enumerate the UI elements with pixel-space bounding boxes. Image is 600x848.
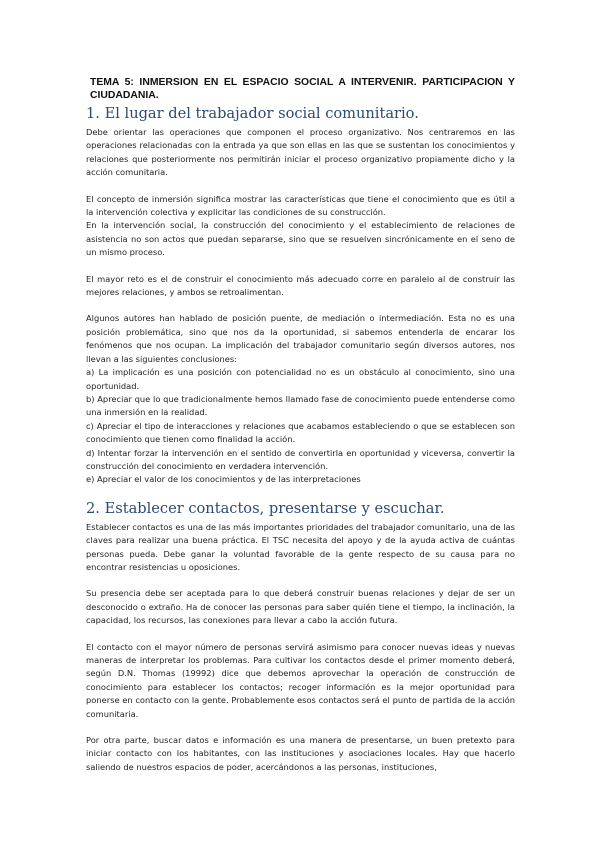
paragraph: El concepto de inmersión significa mostrar las características que tiene el conocimiento que es útil a la intervención colectiva y explicitar las condiciones de su construcción. <box>86 193 515 218</box>
paragraph: Algunos autores han hablado de posición puente, de mediación o intermediación. Esta no es una posición problemática, sino que nos da la oportunidad, si sabemos entenderla de encarar los fenómenos que nos ocupan. La implicación del trabajador comunitario según diversos autores, nos llevan a las siguientes conclusiones: <box>86 313 515 364</box>
paragraph: El contacto con el mayor número de personas servirá asimismo para conocer nuevas ideas y nuevas maneras de interpretar los problemas. Para cultivar los contactos desde el primer momento deberá, según D.N. Thomas (19992) dice que debemos aprovechar la operación de construcción de conocimiento para establecer los contactos; recoger información es la mejor oportunidad para ponerse en contacto con la gente. Probablemente esos contactos será el punto de partida de la acción comunitaria. <box>86 641 515 719</box>
section-1-heading: 1. El lugar del trabajador social comunitario. <box>86 105 419 122</box>
paragraph: Por otra parte, buscar datos e información es una manera de presentarse, un buen pretexto para iniciar contacto con los habitantes, con las instituciones y asociaciones locales. Hay que hacerlo saliendo de nuestros espacios de poder, acercándonos a las personas, instituciones, <box>86 735 515 772</box>
document-title: TEMA 5: INMERSION EN EL ESPACIO SOCIAL A INTERVENIR. PARTICIPACION Y CIUDADANIA. <box>90 77 515 101</box>
paragraph: Su presencia debe ser aceptada para lo que deberá construir buenas relaciones y dejar de ser un desconocido o extraño. Ha de conocer las personas para saber quién tiene el tiempo, la inclinación, la capacidad, los recursos, las conexiones para llevar a cabo la acción futura. <box>86 588 515 626</box>
list-item-c: c) Apreciar el tipo de interacciones y relaciones que acabamos estableciendo o que se establecen son conocimiento que tienen como finalidad la acción. <box>86 420 515 445</box>
paragraph: El mayor reto es el de construir el conocimiento más adecuado corre en paralelo al de construir las mejores relaciones, y ambos se retroalimentan. <box>86 273 515 298</box>
list-item-e: e) Apreciar el valor de los conocimientos y de las interpretaciones <box>86 474 361 485</box>
section-2-heading: 2. Establecer contactos, presentarse y escuchar. <box>86 499 445 517</box>
list-item-d: d) Intentar forzar la intervención en el sentido de convertirla en oportunidad y viceversa, convertir la construcción del conocimiento en verdadera intervención. <box>86 447 515 471</box>
document-body <box>86 76 515 774</box>
list-item-b: b) Apreciar que lo que tradicionalmente hemos llamado fase de conocimiento puede entenderse como una inmersión en la realidad. <box>86 393 515 418</box>
paragraph: En la intervención social, la construcción del conocimiento y el establecimiento de relaciones de asistencia no son actos que puedan separarse, sino que se resuelven sincrónicamente en el seno de un mismo proceso. <box>86 220 515 258</box>
paragraph: Establecer contactos es una de las más importantes prioridades del trabajador comunitario, una de las claves para realizar una buena práctica. El TSC necesita del apoyo y de la ayuda activa de cuántas personas pueda. Debe ganar la voluntad favorable de la gente respecto de su causa para no encontrar resistencias u oposiciones. <box>86 521 515 572</box>
paragraph: Debe orientar las operaciones que componen el proceso organizativo. Nos centraremos en las operaciones relacionadas con la entrada ya que son ellas en las que se sustentan los conocimientos y relaciones que posteriormente nos permitirán iniciar el proceso organizativo propiamente dicho y la acción comunitaria. <box>86 127 515 178</box>
list-item-a: a) La implicación es una posición con potencialidad no es un obstáculo al conocimiento, sino una oportunidad. <box>86 367 515 391</box>
